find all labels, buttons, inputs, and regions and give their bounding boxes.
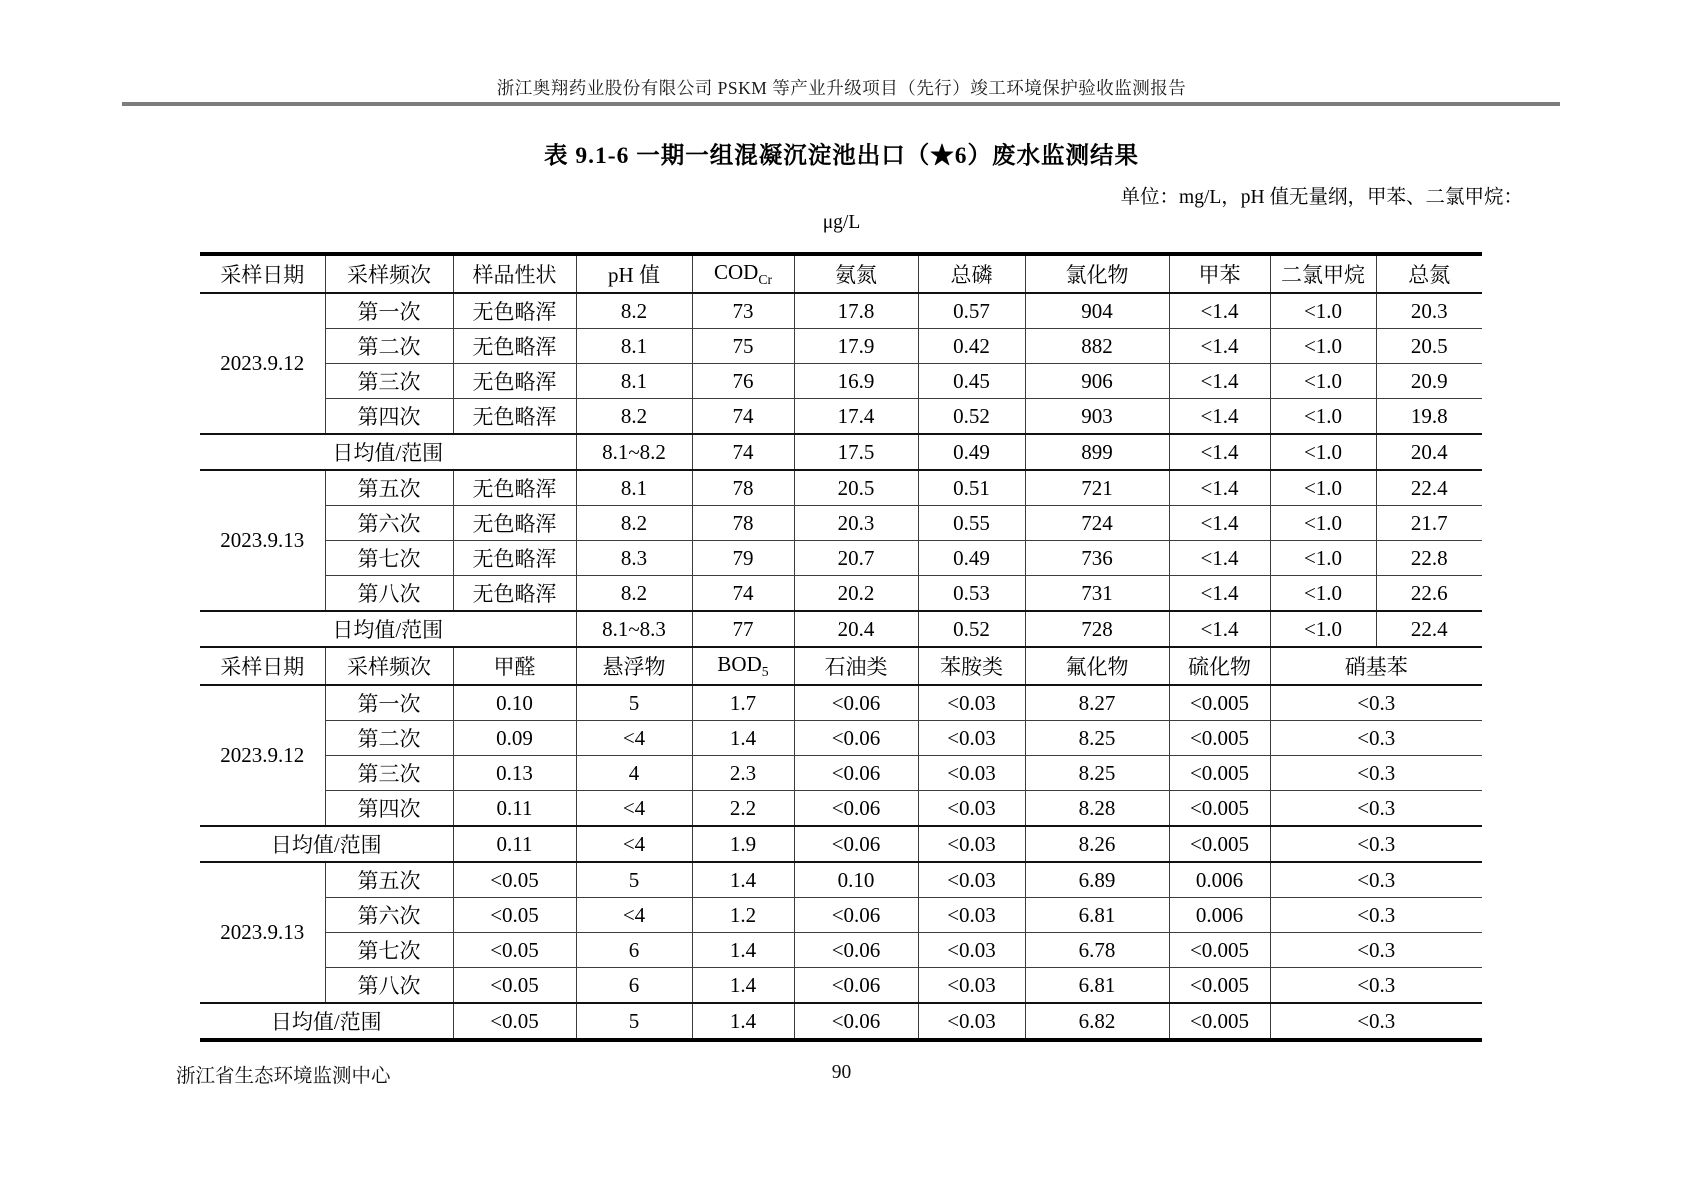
value-cell: 8.27 [1025,685,1169,721]
value-cell: <0.005 [1169,968,1270,1004]
value-cell: <0.3 [1270,791,1482,827]
sampling-frequency-cell: 第二次 [325,329,453,364]
value-cell: 17.9 [794,329,918,364]
value-cell: 731 [1025,576,1169,612]
average-value-cell: <0.03 [918,826,1025,862]
column-header-label: 甲醛 [493,655,536,679]
value-cell: 903 [1025,399,1169,435]
daily-average-label: 日均值/范围 [200,611,576,647]
value-cell: 736 [1025,541,1169,576]
sampling-frequency-cell: 第六次 [325,506,453,541]
sampling-frequency-cell: 第四次 [325,399,453,435]
value-cell: 74 [692,576,794,612]
value-cell: 1.4 [692,933,794,968]
table-row [200,685,1482,721]
column-header [794,254,918,293]
average-value-cell: 6.82 [1025,1003,1169,1040]
page-number: 90 [831,1062,852,1083]
value-cell: <1.4 [1169,576,1270,612]
value-cell: <1.4 [1169,329,1270,364]
value-cell: <0.3 [1270,933,1482,968]
column-header-label: 氨氮 [835,263,877,287]
value-cell: 22.8 [1376,541,1482,576]
value-cell: <0.05 [453,898,576,933]
value-cell: 724 [1025,506,1169,541]
average-value-cell: 5 [576,1003,692,1040]
column-header-label: 硝基苯 [1344,655,1408,679]
value-cell: <0.03 [918,756,1025,791]
average-value-cell: 20.4 [1376,434,1482,470]
column-header [918,647,1025,685]
value-cell: <0.03 [918,968,1025,1004]
column-header [1025,254,1169,293]
average-value-cell: <0.03 [918,1003,1025,1040]
value-cell: <1.0 [1270,329,1376,364]
value-cell: 8.1 [576,364,692,399]
value-cell: 无色略浑 [453,576,576,612]
column-header-label: 硫化物 [1188,655,1251,679]
value-cell: 17.8 [794,293,918,329]
table-row [200,721,1482,756]
average-value-cell: <4 [576,826,692,862]
column-header-label: 悬浮物 [602,655,666,679]
column-header-label: 石油类 [824,655,888,679]
value-cell: 0.57 [918,293,1025,329]
average-value-cell: 74 [692,434,794,470]
value-cell: 0.52 [918,399,1025,435]
average-value-cell: <0.06 [794,1003,918,1040]
value-cell: <1.4 [1169,293,1270,329]
value-cell: 20.5 [794,470,918,506]
sampling-frequency-cell: 第五次 [325,470,453,506]
table-row [200,898,1482,933]
value-cell: <0.03 [918,898,1025,933]
average-value-cell: <1.4 [1169,434,1270,470]
unit-note: 单位：mg/L，pH 值无量纲，甲苯、二氯甲烷： [1120,187,1523,208]
table-row [200,293,1482,329]
value-cell: <1.0 [1270,399,1376,435]
value-cell: 1.7 [692,685,794,721]
sampling-frequency-cell: 第八次 [325,576,453,612]
daily-average-label: 日均值/范围 [200,826,453,862]
value-cell: <0.3 [1270,898,1482,933]
value-cell: <0.005 [1169,791,1270,827]
column-header-label: COD [714,259,759,284]
value-cell: 0.10 [794,862,918,898]
column-header [1270,647,1482,685]
value-cell: 906 [1025,364,1169,399]
column-header [1169,647,1270,685]
value-cell: 0.51 [918,470,1025,506]
table-title: 表 9.1-6 一期一组混凝沉淀池出口（★6）废水监测结果 [544,143,1139,169]
column-header-label: pH 值 [608,263,660,287]
daily-average-row [200,1003,1482,1040]
value-cell: 1.4 [692,862,794,898]
value-cell: 78 [692,506,794,541]
value-cell: <1.0 [1270,364,1376,399]
unit-note-continued: μg/L [822,212,861,233]
value-cell: 8.25 [1025,721,1169,756]
value-cell: <1.4 [1169,470,1270,506]
value-cell: 76 [692,364,794,399]
value-cell: <1.4 [1169,541,1270,576]
value-cell: 882 [1025,329,1169,364]
value-cell: 0.53 [918,576,1025,612]
value-cell: <1.0 [1270,576,1376,612]
value-cell: <4 [576,791,692,827]
value-cell: <4 [576,721,692,756]
value-cell: 20.5 [1376,329,1482,364]
table-row [200,399,1482,435]
value-cell: 6 [576,933,692,968]
value-cell: 8.1 [576,329,692,364]
value-cell: <0.3 [1270,862,1482,898]
average-value-cell: 20.4 [794,611,918,647]
average-value-cell: 0.49 [918,434,1025,470]
sampling-frequency-cell: 第三次 [325,364,453,399]
value-cell: 0.006 [1169,862,1270,898]
value-cell: 17.4 [794,399,918,435]
value-cell: 19.8 [1376,399,1482,435]
column-header-label: 采样频次 [347,263,431,287]
column-header-label: 样品性状 [472,263,557,287]
column-header [576,254,692,293]
value-cell: 6.81 [1025,968,1169,1004]
average-value-cell: 77 [692,611,794,647]
value-cell: 2.2 [692,791,794,827]
value-cell: 无色略浑 [453,293,576,329]
value-cell: <0.03 [918,862,1025,898]
value-cell: <0.005 [1169,756,1270,791]
column-header [918,254,1025,293]
average-value-cell: 728 [1025,611,1169,647]
average-value-cell: 1.4 [692,1003,794,1040]
value-cell: <4 [576,898,692,933]
value-cell: 4 [576,756,692,791]
value-cell: 6.81 [1025,898,1169,933]
value-cell: <0.03 [918,791,1025,827]
value-cell: <0.005 [1169,721,1270,756]
value-cell: 0.11 [453,791,576,827]
value-cell: 78 [692,470,794,506]
daily-average-label: 日均值/范围 [200,434,576,470]
value-cell: 1.2 [692,898,794,933]
value-cell: <0.03 [918,721,1025,756]
average-value-cell: 8.26 [1025,826,1169,862]
average-value-cell: <0.3 [1270,1003,1482,1040]
value-cell: <1.4 [1169,399,1270,435]
value-cell: <1.4 [1169,506,1270,541]
value-cell: <0.3 [1270,756,1482,791]
value-cell: 20.2 [794,576,918,612]
average-value-cell: <0.3 [1270,826,1482,862]
value-cell: 5 [576,685,692,721]
average-value-cell: <0.06 [794,826,918,862]
value-cell: <1.0 [1270,470,1376,506]
value-cell: 0.13 [453,756,576,791]
value-cell: 8.2 [576,293,692,329]
value-cell: 0.45 [918,364,1025,399]
value-cell: <0.06 [794,898,918,933]
value-cell: 8.2 [576,506,692,541]
value-cell: 6.89 [1025,862,1169,898]
value-cell: 22.4 [1376,470,1482,506]
column-header-subscript: 5 [761,664,769,680]
column-header [453,647,576,685]
value-cell: 5 [576,862,692,898]
header-rule [122,102,1560,106]
value-cell: <0.06 [794,685,918,721]
sampling-frequency-cell: 第一次 [325,293,453,329]
value-cell: 0.10 [453,685,576,721]
value-cell: 1.4 [692,721,794,756]
sampling-frequency-cell: 第七次 [325,933,453,968]
average-value-cell: 8.1~8.3 [576,611,692,647]
value-cell: <0.06 [794,721,918,756]
value-cell: 1.4 [692,968,794,1004]
column-header-label: 总磷 [950,263,993,287]
value-cell: <0.03 [918,933,1025,968]
table-header-row [200,647,1482,685]
value-cell: 20.3 [794,506,918,541]
value-cell: <0.03 [918,685,1025,721]
value-cell: 16.9 [794,364,918,399]
value-cell: 8.25 [1025,756,1169,791]
value-cell: 22.6 [1376,576,1482,612]
value-cell: 0.006 [1169,898,1270,933]
average-value-cell: <1.0 [1270,611,1376,647]
value-cell: 721 [1025,470,1169,506]
sampling-frequency-cell: 第八次 [325,968,453,1004]
value-cell: <0.05 [453,862,576,898]
daily-average-label: 日均值/范围 [200,1003,453,1040]
column-header-label: 采样频次 [347,655,431,679]
column-header-label: 采样日期 [220,655,305,679]
column-header [794,647,918,685]
value-cell: 6 [576,968,692,1004]
value-cell: 8.3 [576,541,692,576]
column-header [692,647,794,685]
average-value-cell: <0.05 [453,1003,576,1040]
value-cell: 20.9 [1376,364,1482,399]
table-row [200,576,1482,612]
value-cell: 21.7 [1376,506,1482,541]
value-cell: 0.49 [918,541,1025,576]
average-value-cell: 22.4 [1376,611,1482,647]
value-cell: <0.06 [794,968,918,1004]
value-cell: 0.09 [453,721,576,756]
table-row [200,791,1482,827]
average-value-cell: <1.0 [1270,434,1376,470]
sampling-date-cell: 2023.9.12 [200,685,325,826]
average-value-cell: <0.005 [1169,826,1270,862]
sampling-frequency-cell: 第三次 [325,756,453,791]
value-cell: 无色略浑 [453,329,576,364]
value-cell: <0.3 [1270,968,1482,1004]
sampling-frequency-cell: 第四次 [325,791,453,827]
value-cell: <1.0 [1270,293,1376,329]
column-header-label: 甲苯 [1198,263,1241,287]
value-cell: <0.005 [1169,685,1270,721]
value-cell: 8.2 [576,576,692,612]
value-cell: <0.06 [794,756,918,791]
monitoring-results-table [200,252,1482,1042]
column-header [692,254,794,293]
table-row [200,364,1482,399]
value-cell: <0.005 [1169,933,1270,968]
value-cell: 0.55 [918,506,1025,541]
column-header [576,647,692,685]
table-row [200,506,1482,541]
daily-average-row [200,826,1482,862]
table-row [200,862,1482,898]
value-cell: <1.0 [1270,506,1376,541]
column-header [325,254,453,293]
value-cell: 无色略浑 [453,506,576,541]
column-header-subscript: Cr [758,272,772,288]
value-cell: 75 [692,329,794,364]
column-header [325,647,453,685]
column-header [200,647,325,685]
average-value-cell: 0.52 [918,611,1025,647]
sampling-date-cell: 2023.9.13 [200,862,325,1003]
column-header [1025,647,1169,685]
value-cell: 无色略浑 [453,364,576,399]
sampling-date-cell: 2023.9.13 [200,470,325,611]
sampling-date-cell: 2023.9.12 [200,293,325,434]
column-header-label: 采样日期 [220,263,305,287]
value-cell: 74 [692,399,794,435]
table-row [200,933,1482,968]
average-value-cell: 17.5 [794,434,918,470]
value-cell: 0.42 [918,329,1025,364]
average-value-cell: 0.11 [453,826,576,862]
daily-average-row [200,434,1482,470]
footer-organization: 浙江省生态环境监测中心 [176,1066,391,1087]
table-row [200,470,1482,506]
value-cell: 8.1 [576,470,692,506]
value-cell: <0.3 [1270,721,1482,756]
value-cell: 无色略浑 [453,399,576,435]
table-row [200,968,1482,1004]
value-cell: <1.4 [1169,364,1270,399]
value-cell: <0.06 [794,791,918,827]
column-header-label: 苯胺类 [940,655,1003,679]
column-header-label: BOD [717,651,762,676]
sampling-frequency-cell: 第二次 [325,721,453,756]
sampling-frequency-cell: 第七次 [325,541,453,576]
value-cell: 904 [1025,293,1169,329]
value-cell: 无色略浑 [453,541,576,576]
table-row [200,329,1482,364]
value-cell: 无色略浑 [453,470,576,506]
value-cell: 20.3 [1376,293,1482,329]
table-row [200,541,1482,576]
column-header [1376,254,1482,293]
table-header-row [200,254,1482,293]
daily-average-row [200,611,1482,647]
column-header-label: 氯化物 [1065,263,1129,287]
column-header-label: 氟化物 [1065,655,1129,679]
sampling-frequency-cell: 第五次 [325,862,453,898]
column-header-label: 二氯甲烷 [1281,263,1365,287]
column-header [1169,254,1270,293]
value-cell: <0.05 [453,968,576,1004]
value-cell: <0.3 [1270,685,1482,721]
value-cell: <1.0 [1270,541,1376,576]
column-header-label: 总氮 [1408,263,1451,287]
average-value-cell: <0.005 [1169,1003,1270,1040]
value-cell: 8.2 [576,399,692,435]
average-value-cell: 899 [1025,434,1169,470]
value-cell: <0.06 [794,933,918,968]
value-cell: 79 [692,541,794,576]
value-cell: 73 [692,293,794,329]
column-header [1270,254,1376,293]
value-cell: 6.78 [1025,933,1169,968]
value-cell: 20.7 [794,541,918,576]
column-header [200,254,325,293]
value-cell: 8.28 [1025,791,1169,827]
table-row [200,756,1482,791]
average-value-cell: 1.9 [692,826,794,862]
sampling-frequency-cell: 第六次 [325,898,453,933]
average-value-cell: 8.1~8.2 [576,434,692,470]
value-cell: 2.3 [692,756,794,791]
value-cell: <0.05 [453,933,576,968]
average-value-cell: <1.4 [1169,611,1270,647]
column-header [453,254,576,293]
sampling-frequency-cell: 第一次 [325,685,453,721]
document-header: 浙江奥翔药业股份有限公司 PSKM 等产业升级项目（先行）竣工环境保护验收监测报告 [496,78,1187,98]
